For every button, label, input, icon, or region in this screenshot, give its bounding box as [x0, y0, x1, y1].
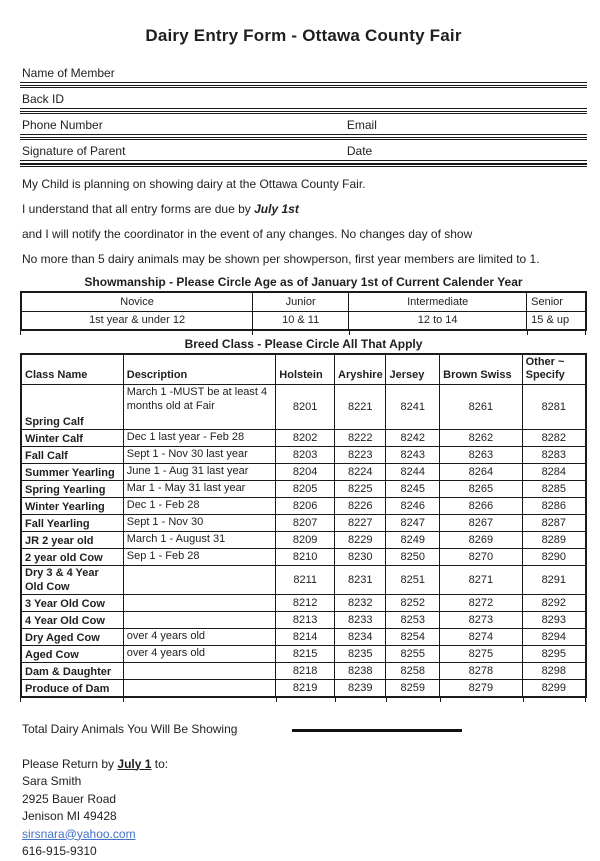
entry-number-cell: 8283 — [522, 447, 586, 464]
paragraph-due-prefix: I understand that all entry forms are due by — [22, 202, 255, 216]
class-name-cell: Winter Calf — [21, 430, 123, 447]
description-cell: June 1 - Aug 31 last year — [123, 464, 276, 481]
paragraph-intro: My Child is planning on showing dairy at the Ottawa County Fair. — [22, 177, 366, 191]
return-address-block — [22, 756, 587, 861]
entry-number-cell: 8278 — [440, 663, 522, 680]
entry-number-cell: 8213 — [276, 612, 335, 629]
entry-number-cell: 8259 — [386, 680, 440, 697]
entry-number-cell: 8250 — [386, 549, 440, 566]
showmanship-group-row — [21, 292, 586, 311]
table-row — [21, 515, 586, 532]
entry-number-cell: 8215 — [276, 646, 335, 663]
entry-number-cell: 8284 — [522, 464, 586, 481]
entry-number-cell: 8241 — [386, 385, 440, 430]
name-of-member-label: Name of Member — [22, 66, 115, 80]
class-name-cell: Produce of Dam — [21, 680, 123, 697]
entry-number-cell: 8238 — [335, 663, 386, 680]
table-row — [21, 680, 586, 697]
showmanship-group-name: Junior — [253, 292, 349, 311]
entry-number-cell: 8251 — [386, 566, 440, 595]
field-row-signature-date — [20, 140, 587, 161]
entry-number-cell: 8226 — [335, 498, 386, 515]
table-row — [21, 629, 586, 646]
entry-number-cell: 8202 — [276, 430, 335, 447]
entry-number-cell: 8287 — [522, 515, 586, 532]
showmanship-group-age: 15 & up — [527, 311, 586, 330]
table-row — [21, 646, 586, 663]
class-name-cell: Aged Cow — [21, 646, 123, 663]
breed-class-title: Breed Class - Please Circle All That Apply — [184, 337, 423, 351]
table-border-stubs — [20, 331, 587, 335]
entry-number-cell: 8201 — [276, 385, 335, 430]
field-divider — [20, 163, 587, 167]
showmanship-title: Showmanship - Please Circle Age as of January 1st of Current Calender Year — [84, 275, 523, 289]
return-date-emphasis: July 1 — [117, 756, 152, 771]
entry-number-cell: 8293 — [522, 612, 586, 629]
entry-number-cell: 8258 — [386, 663, 440, 680]
showmanship-age-row — [21, 311, 586, 330]
description-cell — [123, 680, 276, 697]
description-cell — [123, 612, 276, 629]
entry-number-cell: 8242 — [386, 430, 440, 447]
entry-number-cell: 8254 — [386, 629, 440, 646]
description-cell: Sept 1 - Nov 30 last year — [123, 447, 276, 464]
entry-number-cell: 8224 — [335, 464, 386, 481]
entry-number-cell: 8247 — [386, 515, 440, 532]
member-fields-section — [20, 62, 587, 167]
entry-number-cell: 8271 — [440, 566, 522, 595]
showmanship-group-age: 1st year & under 12 — [21, 311, 253, 330]
entry-number-cell: 8222 — [335, 430, 386, 447]
entry-number-cell: 8218 — [276, 663, 335, 680]
entry-number-cell: 8205 — [276, 481, 335, 498]
page-title: Dairy Entry Form - Ottawa County Fair — [145, 26, 462, 45]
entry-number-cell: 8219 — [276, 680, 335, 697]
entry-number-cell: 8212 — [276, 595, 335, 612]
entry-number-cell: 8207 — [276, 515, 335, 532]
total-animals-row — [22, 722, 587, 736]
entry-number-cell: 8225 — [335, 481, 386, 498]
table-row — [21, 549, 586, 566]
entry-number-cell: 8290 — [522, 549, 586, 566]
entry-number-cell: 8204 — [276, 464, 335, 481]
entry-number-cell: 8270 — [440, 549, 522, 566]
field-row-name — [20, 62, 587, 83]
showmanship-group-age: 10 & 11 — [253, 311, 349, 330]
paragraph-due — [22, 202, 587, 217]
breed-header-cell: Description — [123, 354, 276, 385]
entry-number-cell: 8229 — [335, 532, 386, 549]
entry-number-cell: 8243 — [386, 447, 440, 464]
breed-header-cell: Class Name — [21, 354, 123, 385]
signature-label: Signature of Parent — [22, 144, 126, 158]
table-row — [21, 595, 586, 612]
return-prefix: Please Return by — [22, 756, 118, 771]
entry-number-cell: 8281 — [522, 385, 586, 430]
entry-number-cell: 8261 — [440, 385, 522, 430]
entry-number-cell: 8263 — [440, 447, 522, 464]
table-row — [21, 566, 586, 595]
back-id-label: Back ID — [22, 92, 65, 106]
date-label: Date — [346, 144, 373, 158]
entry-number-cell: 8239 — [335, 680, 386, 697]
entry-number-cell: 8264 — [440, 464, 522, 481]
contact-phone-number: 616-915-9310 — [22, 844, 97, 858]
entry-number-cell: 8223 — [335, 447, 386, 464]
description-cell: Sep 1 - Feb 28 — [123, 549, 276, 566]
entry-number-cell: 8249 — [386, 532, 440, 549]
address-line: 2925 Bauer Road — [22, 791, 117, 806]
entry-number-cell: 8292 — [522, 595, 586, 612]
paragraph-notify: and I will notify the coordinator in the event of any changes. No changes day of show — [22, 227, 473, 241]
field-row-back-id — [20, 88, 587, 109]
entry-number-cell: 8267 — [440, 515, 522, 532]
class-name-cell: 2 year old Cow — [21, 549, 123, 566]
breed-header-cell: Other ~ Specify — [522, 354, 586, 385]
showmanship-group-age: 12 to 14 — [349, 311, 527, 330]
entry-number-cell: 8221 — [335, 385, 386, 430]
entry-number-cell: 8253 — [386, 612, 440, 629]
class-name-cell: Summer Yearling — [21, 464, 123, 481]
entry-number-cell: 8211 — [276, 566, 335, 595]
class-name-cell: 4 Year Old Cow — [21, 612, 123, 629]
entry-number-cell: 8233 — [335, 612, 386, 629]
entry-number-cell: 8235 — [335, 646, 386, 663]
table-border-stubs — [20, 698, 587, 702]
showmanship-table — [20, 291, 587, 331]
address-line: Jenison MI 49428 — [22, 809, 117, 823]
table-row — [21, 612, 586, 629]
description-cell: Dec 1 last year - Feb 28 — [123, 430, 276, 447]
entry-number-cell: 8274 — [440, 629, 522, 646]
description-cell: Sept 1 - Nov 30 — [123, 515, 276, 532]
entry-number-cell: 8245 — [386, 481, 440, 498]
entry-number-cell: 8275 — [440, 646, 522, 663]
description-cell: over 4 years old — [123, 629, 276, 646]
class-name-cell: Winter Yearling — [21, 498, 123, 515]
description-cell: March 1 -MUST be at least 4 months old at Fair — [123, 385, 276, 430]
entry-number-cell: 8269 — [440, 532, 522, 549]
entry-number-cell: 8289 — [522, 532, 586, 549]
entry-number-cell: 8282 — [522, 430, 586, 447]
entry-number-cell: 8232 — [335, 595, 386, 612]
entry-number-cell: 8298 — [522, 663, 586, 680]
entry-number-cell: 8206 — [276, 498, 335, 515]
entry-number-cell: 8227 — [335, 515, 386, 532]
total-animals-label: Total Dairy Animals You Will Be Showing — [22, 721, 238, 736]
entry-number-cell: 8252 — [386, 595, 440, 612]
table-row — [21, 532, 586, 549]
class-name-cell: 3 Year Old Cow — [21, 595, 123, 612]
entry-number-cell: 8294 — [522, 629, 586, 646]
entry-number-cell: 8279 — [440, 680, 522, 697]
entry-number-cell: 8285 — [522, 481, 586, 498]
entry-number-cell: 8210 — [276, 549, 335, 566]
entry-number-cell: 8262 — [440, 430, 522, 447]
class-name-cell: Fall Yearling — [21, 515, 123, 532]
breed-class-table — [20, 353, 587, 698]
field-row-phone-email — [20, 114, 587, 135]
entry-number-cell: 8273 — [440, 612, 522, 629]
showmanship-group-name: Novice — [21, 292, 253, 311]
class-name-cell: Dry Aged Cow — [21, 629, 123, 646]
breed-header-cell: Aryshire — [335, 354, 386, 385]
showmanship-group-name: Senior — [527, 292, 586, 311]
due-date-emphasis: July 1st — [254, 202, 299, 216]
table-row — [21, 481, 586, 498]
entry-number-cell: 8244 — [386, 464, 440, 481]
table-row — [21, 447, 586, 464]
contact-name: Sara Smith — [22, 774, 82, 788]
entry-number-cell: 8272 — [440, 595, 522, 612]
entry-number-cell: 8299 — [522, 680, 586, 697]
description-cell: over 4 years old — [123, 646, 276, 663]
paragraph-limit: No more than 5 dairy animals may be shown per showperson, first year members are limited to 1. — [22, 252, 540, 266]
entry-number-cell: 8209 — [276, 532, 335, 549]
table-row — [21, 385, 586, 430]
class-name-cell: Fall Calf — [21, 447, 123, 464]
description-cell: March 1 - August 31 — [123, 532, 276, 549]
breed-header-row — [21, 354, 586, 385]
table-row — [21, 430, 586, 447]
showmanship-group-name: Intermediate — [349, 292, 527, 311]
table-row — [21, 464, 586, 481]
description-cell: Dec 1 - Feb 28 — [123, 498, 276, 515]
class-name-cell: JR 2 year old — [21, 532, 123, 549]
entry-number-cell: 8230 — [335, 549, 386, 566]
breed-header-cell: Holstein — [276, 354, 335, 385]
email-link[interactable]: sirsnara@yahoo.com — [22, 826, 136, 841]
breed-header-cell: Jersey — [386, 354, 440, 385]
class-name-cell: Spring Yearling — [21, 481, 123, 498]
class-name-cell: Dry 3 & 4 Year Old Cow — [21, 566, 123, 595]
entry-number-cell: 8246 — [386, 498, 440, 515]
entry-number-cell: 8234 — [335, 629, 386, 646]
total-blank-line — [292, 729, 462, 732]
entry-number-cell: 8265 — [440, 481, 522, 498]
entry-number-cell: 8286 — [522, 498, 586, 515]
table-row — [21, 498, 586, 515]
class-name-cell: Spring Calf — [21, 385, 123, 430]
entry-number-cell: 8231 — [335, 566, 386, 595]
entry-number-cell: 8266 — [440, 498, 522, 515]
description-cell — [123, 595, 276, 612]
table-row — [21, 663, 586, 680]
entry-number-cell: 8291 — [522, 566, 586, 595]
return-suffix: to: — [151, 756, 169, 771]
entry-number-cell: 8214 — [276, 629, 335, 646]
class-name-cell: Dam & Daughter — [21, 663, 123, 680]
return-instruction — [22, 756, 587, 774]
breed-header-cell: Brown Swiss — [440, 354, 522, 385]
entry-number-cell: 8295 — [522, 646, 586, 663]
email-label: Email — [346, 118, 377, 132]
description-cell: Mar 1 - May 31 last year — [123, 481, 276, 498]
entry-number-cell: 8255 — [386, 646, 440, 663]
entry-number-cell: 8203 — [276, 447, 335, 464]
description-cell — [123, 566, 276, 595]
description-cell — [123, 663, 276, 680]
phone-number-label: Phone Number — [22, 118, 103, 132]
